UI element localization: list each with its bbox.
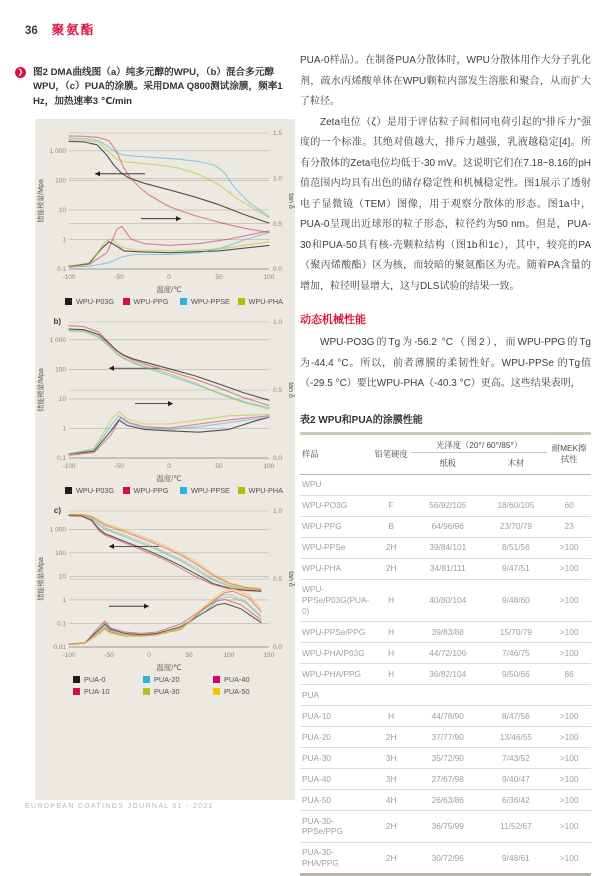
cell-value: 9/47/51 [485, 558, 548, 579]
cell-value: 86 [547, 664, 591, 685]
cell-value: 64/96/96 [411, 516, 485, 537]
col-header-pencil-hardness: 铅笔硬度 [371, 433, 411, 474]
legend-swatch-icon [213, 688, 220, 695]
col-header-wood: 木材 [485, 452, 548, 474]
cell-value: 23/70/79 [485, 516, 548, 537]
cell-sample: PUA-40 [300, 769, 371, 790]
svg-text:1.5: 1.5 [273, 130, 282, 137]
legend-label: WPU-P03G [76, 297, 114, 306]
legend-swatch-icon [143, 676, 150, 683]
cell-sample: WPU-PHA/P03G [300, 643, 371, 664]
svg-text:tan δ: tan δ [287, 193, 294, 209]
legend-label: WPU-PHA [249, 486, 283, 495]
cell-value: B [371, 516, 411, 537]
svg-text:100: 100 [224, 652, 235, 659]
cell-value: 7/43/52 [485, 748, 548, 769]
cell-value: 44/78/90 [411, 706, 485, 727]
table-row [300, 622, 591, 643]
legend-item [123, 297, 181, 306]
legend-item [213, 687, 283, 696]
table-row [300, 748, 591, 769]
legend-label: PUA-50 [224, 687, 250, 696]
table-row [300, 537, 591, 558]
paragraph-1: PUA-0样品）。在制备PUA分散体时，WPU分散体用作大分子乳化剂，疏水丙烯酸单体在WPU颗粒内部发生溶胀和聚合，从而扩大了粒径。 [300, 51, 591, 113]
table-row [300, 727, 591, 748]
cell-value: >100 [547, 842, 591, 875]
cell-value: 9/48/61 [485, 842, 548, 875]
cell-value: 9/40/47 [485, 769, 548, 790]
svg-text:1: 1 [62, 597, 66, 604]
svg-text:0.5: 0.5 [273, 387, 282, 394]
table-row [300, 842, 591, 875]
legend-swatch-icon [123, 487, 130, 494]
legend-label: PUA-30 [154, 687, 180, 696]
cell-value: >100 [547, 579, 591, 622]
cell-value: >100 [547, 810, 591, 842]
svg-text:1: 1 [62, 237, 66, 244]
page-number: 36 [25, 25, 38, 37]
chart-b-legend [35, 486, 295, 495]
legend-item [65, 297, 123, 306]
cell-value: 26/63/86 [411, 790, 485, 811]
cell-value: 9/50/66 [485, 664, 548, 685]
cell-value: 3H [371, 769, 411, 790]
col-header-gloss-group: 光泽度（20°/ 60°/85°） [411, 433, 547, 452]
legend-item [65, 486, 123, 495]
cell-value: 39/84/101 [411, 537, 485, 558]
col-header-sample: 样品 [300, 433, 371, 474]
svg-text:10: 10 [59, 207, 67, 214]
cell-value: >100 [547, 748, 591, 769]
legend-item [123, 486, 181, 495]
table-row [300, 810, 591, 842]
page-header [25, 20, 95, 38]
cell-value: 9/48/60 [485, 579, 548, 622]
cell-value: >100 [547, 727, 591, 748]
cell-value: >100 [547, 643, 591, 664]
cell-value: 2H [371, 537, 411, 558]
table-row [300, 516, 591, 537]
cell-sample: WPU-PPG [300, 516, 371, 537]
legend-swatch-icon [65, 298, 72, 305]
legend-label: WPU-P03G [76, 486, 114, 495]
table-row [300, 643, 591, 664]
legend-swatch-icon [73, 688, 80, 695]
cell-sample: WPU-PHA [300, 558, 371, 579]
cell-value: H [371, 643, 411, 664]
svg-text:0.1: 0.1 [57, 455, 66, 462]
svg-text:储能模量/Mpa: 储能模量/Mpa [36, 557, 45, 601]
legend-swatch-icon [143, 688, 150, 695]
svg-text:储能模量/Mpa: 储能模量/Mpa [36, 179, 45, 223]
svg-text:储能模量/Mpa: 储能模量/Mpa [36, 368, 45, 412]
svg-text:1 000: 1 000 [50, 527, 67, 534]
svg-text:0.01: 0.01 [53, 644, 66, 651]
cell-sample: WPU-PPSe [300, 537, 371, 558]
performance-table [300, 432, 591, 876]
cell-value: >100 [547, 537, 591, 558]
legend-label: PUA-0 [84, 675, 106, 684]
cell-value: 2H [371, 810, 411, 842]
svg-text:0.5: 0.5 [273, 221, 282, 228]
svg-text:-100: -100 [62, 463, 75, 470]
svg-text:1 000: 1 000 [50, 148, 67, 155]
svg-text:-50: -50 [104, 652, 114, 659]
cell-value: H [371, 579, 411, 622]
figure-caption-block [15, 66, 297, 109]
chart-a-legend [35, 297, 295, 306]
svg-text:50: 50 [185, 652, 193, 659]
svg-text:1.0: 1.0 [273, 176, 282, 183]
col-header-mek: 耐MEK擦拭性 [547, 433, 591, 474]
legend-swatch-icon [238, 487, 245, 494]
cell-sample: WPU-PHA/PPG [300, 664, 371, 685]
cell-value: 2H [371, 842, 411, 875]
svg-text:b): b) [53, 317, 61, 326]
cell-value: 2H [371, 727, 411, 748]
svg-text:-50: -50 [114, 463, 124, 470]
svg-text:100: 100 [55, 550, 66, 557]
legend-item [238, 297, 296, 306]
svg-text:50: 50 [215, 274, 223, 281]
legend-item [180, 297, 238, 306]
svg-text:150: 150 [264, 652, 275, 659]
paragraph-3: WPU-PO3G的Tg为-56.2 °C（图2），而WPU-PPG的Tg为-44.4 °C。所以，前者薄膜的柔韧性好。WPU-PPSe 的Tg值（-29.5 °C）要比WPU-PHA（-40.3 °C）更高。这些结果表明， [300, 333, 591, 395]
svg-text:1.0: 1.0 [273, 319, 282, 326]
legend-label: WPU-PPSE [191, 297, 230, 306]
svg-text:100: 100 [264, 274, 275, 281]
table-row [300, 474, 591, 495]
legend-label: WPU-PPSE [191, 486, 230, 495]
cell-value: >100 [547, 769, 591, 790]
svg-text:0.1: 0.1 [57, 266, 66, 273]
cell-sample: WPU-PO3G [300, 495, 371, 516]
cell-value: >100 [547, 790, 591, 811]
table-section-label: WPU [300, 474, 591, 495]
figure-caption: 图2 DMA曲线图（a）纯多元醇的WPU，（b）混合多元醇WPU，（c）PUA的涂膜。采用DMA Q800测试涂膜，频率1 Hz，加热速率3 ℃/min [33, 66, 297, 109]
svg-text:1.0: 1.0 [273, 508, 282, 515]
svg-text:1: 1 [62, 426, 66, 433]
table-row [300, 558, 591, 579]
cell-value: 3H [371, 748, 411, 769]
legend-label: WPU-PHA [249, 297, 283, 306]
article-column [300, 51, 591, 876]
cell-value: 15/70/79 [485, 622, 548, 643]
cell-value: >100 [547, 558, 591, 579]
svg-text:10: 10 [59, 396, 67, 403]
svg-text:温度/℃: 温度/℃ [156, 473, 182, 483]
legend-swatch-icon [213, 676, 220, 683]
svg-text:0.0: 0.0 [273, 266, 282, 273]
cell-value: 35/72/90 [411, 748, 485, 769]
cell-value: 36/82/104 [411, 664, 485, 685]
col-header-paperboard: 纸板 [411, 452, 485, 474]
cell-sample: PUA-10 [300, 706, 371, 727]
svg-text:tan δ: tan δ [287, 382, 294, 398]
cell-value: 37/77/90 [411, 727, 485, 748]
svg-text:0.1: 0.1 [57, 621, 66, 628]
cell-value: 44/72/106 [411, 643, 485, 664]
table-row [300, 495, 591, 516]
table-header [300, 433, 591, 474]
cell-sample: WPU-PPSe/PPG [300, 622, 371, 643]
svg-text:c): c) [54, 506, 61, 515]
cell-value: 11/52/67 [485, 810, 548, 842]
table-section-label: PUA [300, 685, 591, 706]
cell-sample: WPU-PPSe/P03G(PUA-0) [300, 579, 371, 622]
cell-value: 40/80/104 [411, 579, 485, 622]
cell-value: 60 [547, 495, 591, 516]
figure-2-chart-panel [35, 119, 295, 800]
cell-value: 13/46/55 [485, 727, 548, 748]
cell-value: H [371, 664, 411, 685]
cell-value: 36/75/99 [411, 810, 485, 842]
legend-item [143, 675, 213, 684]
legend-item [180, 486, 238, 495]
circled-arrow-icon: ❯ [15, 67, 26, 78]
table-row [300, 664, 591, 685]
cell-sample: PUA-30-PPSe/PPG [300, 810, 371, 842]
table-body [300, 474, 591, 875]
legend-item [213, 675, 283, 684]
legend-label: PUA-40 [224, 675, 250, 684]
cell-sample: PUA-30 [300, 748, 371, 769]
svg-text:0.5: 0.5 [273, 576, 282, 583]
cell-value: 39/83/88 [411, 622, 485, 643]
svg-text:10: 10 [59, 574, 67, 581]
table-row [300, 706, 591, 727]
legend-label: WPU-PPG [134, 297, 169, 306]
cell-value: 23 [547, 516, 591, 537]
svg-text:-100: -100 [62, 652, 75, 659]
paragraph-2: Zeta电位（ζ）是用于评估粒子间相同电荷引起的“排斥力”强度的一个标准。其绝对值越大，排斥力越强，乳液越稳定[4]。所有分散体的Zeta电位均低于-30 mV。这说明它们在7.18~8.16的pH值范围内均具有出色的储存稳定性和机械稳定性。图1展示了透射电子显微镜（TEM）图像，用于观察分散体的形态。图1a中，PUA-0呈现出近球形的粒子形态，粒径约为50 nm。但是，PUA-30和PUA-50具有核-壳颗粒结构（图1b和1c），其中，较亮的PA（聚丙烯酸酯）区为核，而较暗的聚氨酯区为壳。随着PA含量的增加，粒径明显增大，这与DLS试验的结果一致。 [300, 113, 591, 298]
cell-value: 56/92/105 [411, 495, 485, 516]
journal-footer: EUROPEAN COATINGS JOURNAL 01 - 2021 [25, 803, 214, 810]
cell-value: F [371, 495, 411, 516]
legend-item [143, 687, 213, 696]
svg-text:0.0: 0.0 [273, 455, 282, 462]
svg-text:1 000: 1 000 [50, 337, 67, 344]
legend-swatch-icon [65, 487, 72, 494]
legend-item [73, 687, 143, 696]
legend-item [238, 486, 296, 495]
section-title: 聚氨酯 [52, 20, 96, 38]
chart-a-plot [35, 123, 295, 299]
cell-value: 34/81/111 [411, 558, 485, 579]
chart-c-legend [35, 675, 295, 696]
cell-value: >100 [547, 622, 591, 643]
cell-value: H [371, 622, 411, 643]
svg-text:温度/℃: 温度/℃ [156, 284, 182, 294]
legend-label: PUA-10 [84, 687, 110, 696]
legend-swatch-icon [238, 298, 245, 305]
legend-label: WPU-PPG [134, 486, 169, 495]
cell-value: 30/72/96 [411, 842, 485, 875]
legend-swatch-icon [123, 298, 130, 305]
table-row [300, 790, 591, 811]
svg-text:0: 0 [167, 463, 171, 470]
svg-text:100: 100 [55, 367, 66, 374]
cell-sample: PUA-50 [300, 790, 371, 811]
cell-value: 27/67/98 [411, 769, 485, 790]
legend-swatch-icon [180, 298, 187, 305]
legend-swatch-icon [73, 676, 80, 683]
legend-item [73, 675, 143, 684]
svg-text:0: 0 [147, 652, 151, 659]
svg-text:tan δ: tan δ [287, 571, 294, 587]
chart-b-plot [35, 312, 295, 488]
chart-a [35, 123, 295, 306]
svg-text:50: 50 [215, 463, 223, 470]
table-row [300, 685, 591, 706]
legend-swatch-icon [180, 487, 187, 494]
chart-c-plot [35, 501, 295, 677]
cell-value: H [371, 706, 411, 727]
svg-text:100: 100 [264, 463, 275, 470]
svg-text:-100: -100 [62, 274, 75, 281]
svg-text:0.0: 0.0 [273, 644, 282, 651]
chart-c [35, 501, 295, 696]
cell-value: 8/51/56 [485, 537, 548, 558]
cell-sample: PUA-30-PHA/PPG [300, 842, 371, 875]
cell-value: 7/46/75 [485, 643, 548, 664]
cell-value: 2H [371, 558, 411, 579]
section-heading-dynamic-mechanical: 动态机械性能 [300, 311, 591, 327]
cell-value: 18/60/105 [485, 495, 548, 516]
cell-value: 4H [371, 790, 411, 811]
legend-label: PUA-20 [154, 675, 180, 684]
svg-text:100: 100 [55, 178, 66, 185]
svg-text:温度/℃: 温度/℃ [156, 662, 182, 672]
cell-sample: PUA-20 [300, 727, 371, 748]
svg-text:0: 0 [167, 274, 171, 281]
cell-value: 6/36/42 [485, 790, 548, 811]
table-row [300, 579, 591, 622]
chart-b [35, 312, 295, 495]
table-caption: 表2 WPU和PUA的涂膜性能 [300, 411, 591, 426]
table-row [300, 769, 591, 790]
svg-text:-50: -50 [114, 274, 124, 281]
cell-value: 8/47/56 [485, 706, 548, 727]
cell-value: >100 [547, 706, 591, 727]
